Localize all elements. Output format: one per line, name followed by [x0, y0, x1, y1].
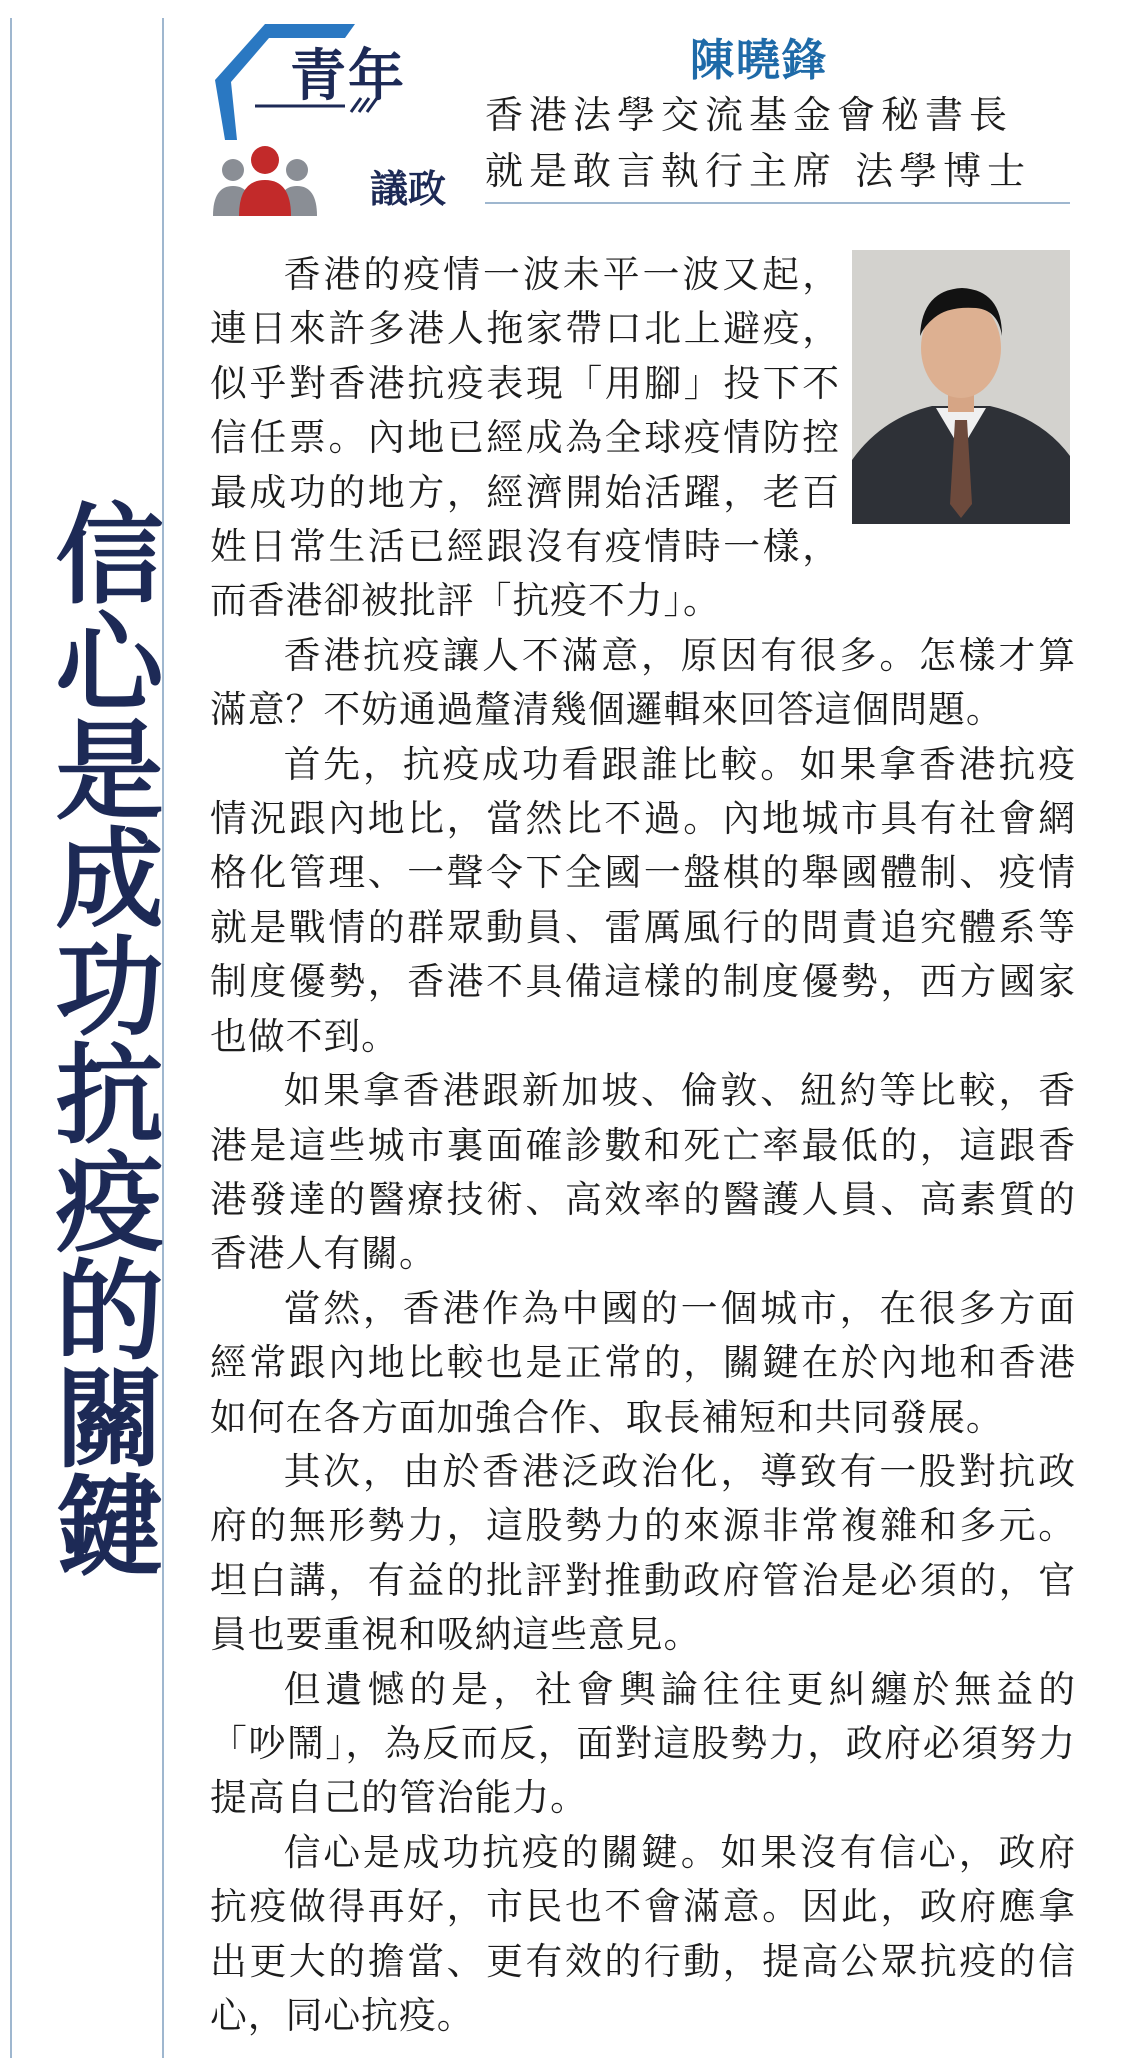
photo-wrap-spacer	[840, 248, 1076, 558]
article-paragraph: 香港抗疫讓人不滿意，原因有很多。怎樣才算滿意？不妨通過釐清幾個邏輯來回答這個問題。	[210, 633, 1076, 732]
article-paragraph: 但遺憾的是，社會輿論往往更糾纏於無益的「吵鬧」，為反而反，面對這股勢力，政府必須努力提高自己的管治能力。	[210, 1667, 1076, 1820]
headline-divider-rule	[162, 18, 164, 2058]
author-title-line-2: 就是敢言執行主席 法學博士	[485, 149, 1032, 193]
article-paragraph: 信心是成功抗疫的關鍵。如果沒有信心，政府抗疫做得再好，市民也不會滿意。因此，政府應拿出更大的擔當、更有效的行動，提高公眾抗疫的信心，同心抗疫。	[210, 1830, 1076, 2037]
article-paragraph: 其次，由於香港泛政治化，導致有一股對抗政府的無形勢力，這股勢力的來源非常複雜和多元。坦白講，有益的批評對推動政府管治是必須的，官員也要重視和吸納這些意見。	[210, 1449, 1076, 1657]
column-title: 青年	[290, 44, 406, 109]
people-icon	[213, 146, 317, 216]
headline: 信心是成功抗疫的關鍵	[37, 498, 162, 1578]
article-paragraph: 香港的疫情一波未平一波又起，連日來許多港人拖家帶口北上避疫，似乎對香港抗疫表現「用腳」投下不信任票。內地已經成為全球疫情防控最成功的地方，經濟開始活躍，老百姓日常生活已經跟沒有疫情時一樣，而香港卻被批評「抗疫不力」。	[210, 253, 840, 623]
article-paragraph: 如果拿香港跟新加坡、倫敦、紐約等比較，香港是這些城市裏面確診數和死亡率最低的，這跟香港發達的醫療技術、高效率的醫護人員、高素質的香港人有關。	[210, 1069, 1076, 1276]
author-name: 陳曉鋒	[690, 35, 828, 86]
author-title-line-1: 香港法學交流基金會秘書長	[485, 93, 1014, 137]
article-paragraph: 當然，香港作為中國的一個城市，在很多方面經常跟內地比較也是正常的，關鍵在於內地和香港如何在各方面加強合作、取長補短和共同發展。	[210, 1286, 1076, 1439]
article-paragraph: 首先，抗疫成功看跟誰比較。如果拿香港抗疫情況跟內地比，當然比不過。內地城市具有社會網格化管理、一聲令下全國一盤棋的舉國體制、疫情就是戰情的群眾動員、雷厲風行的問責追究體系等制度優勢，香港不具備這樣的制度優勢，西方國家也做不到。	[210, 742, 1076, 1058]
article-body	[210, 248, 1076, 2043]
column-subtitle: 議政	[370, 167, 447, 211]
left-border-rule	[10, 18, 12, 2058]
header-divider-rule	[485, 202, 1070, 204]
